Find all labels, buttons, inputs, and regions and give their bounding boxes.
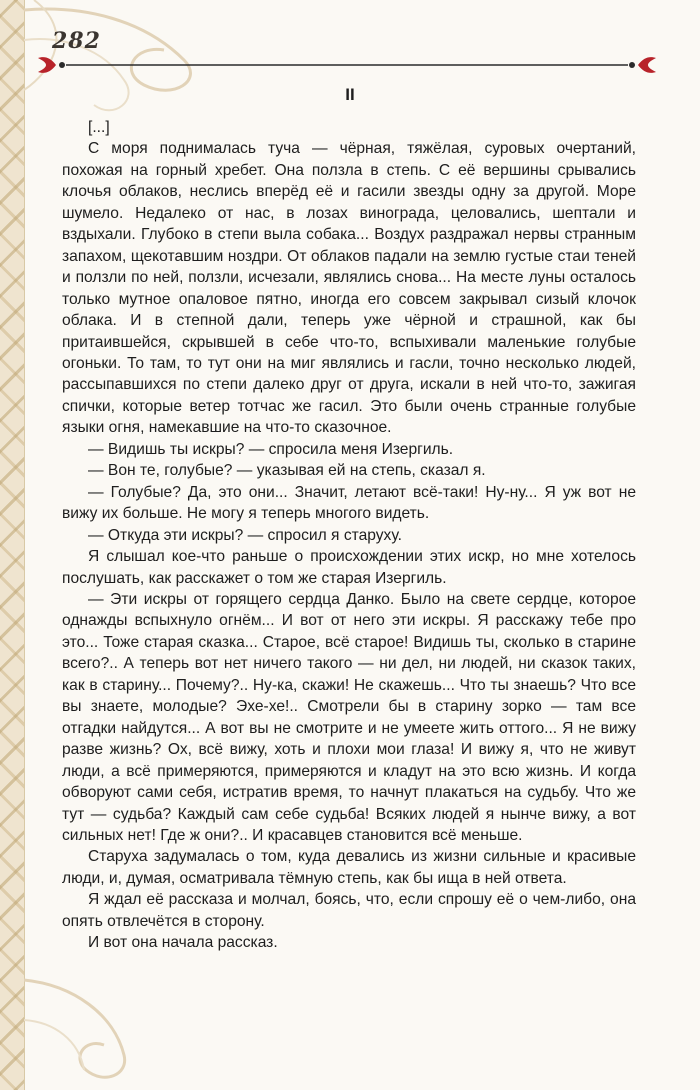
story-text	[62, 117, 636, 954]
paragraph: — Видишь ты искры? — спросила меня Изергиль.	[88, 440, 454, 458]
paragraph: Я слышал кое-что раньше о происхождении этих искр, но мне хотелось послушать, как расскажет о том же старая Изергиль.	[62, 548, 636, 587]
paragraph: — Голубые? Да, это они... Значит, летают всё-таки! Ну-ну... Я уж вот не вижу их больше. Не могу я теперь многого видеть.	[62, 483, 636, 523]
ornamental-border	[0, 0, 25, 1090]
paragraph: С моря поднималась туча — чёрная, тяжёлая, суровых очертаний, похожая на горный хребет. Она ползла в степь. С её вершины срывались клочья облаков, неслись вперёд её и гасили звезды одну за другой. Море шумело. Недалеко от нас, в лозах винограда, целовались, шептали и вздыхали. Глубоко в степи выла собака... Воздух раздражал нервы странным запахом, щекотавшим ноздри. От облаков падали на землю густые стаи теней и ползли по ней, ползли, исчезали, являлись снова... На месте луны осталось только мутное опаловое пятно, иногда его совсем закрывал сизый клочок облака. И в степной дали, теперь уже чёрной и страшной, как бы притаившейся, скрывшей в себе что-то, вспыхивали маленькие голубые огоньки. То там, то тут они на миг являлись и гасли, точно несколько людей, рассыпавшихся по степи далеко друг от друга, искали в ней что-то, зажигая спички, которые ветер тотчас же гасил. Это были очень странные голубые языки огня, намекавшие на что-то сказочное.	[62, 140, 636, 437]
page-number: 282	[52, 28, 101, 54]
paragraph: — Вон те, голубые? — указывая ей на степь, сказал я.	[88, 462, 486, 480]
paragraph: И вот она начала рассказ.	[88, 934, 278, 952]
paragraph: [...]	[88, 119, 110, 136]
paragraph: Я ждал её рассказа и молчал, боясь, что, если спрошу её о чем-либо, она опять отвлечётся в сторону.	[62, 891, 636, 930]
paragraph: — Откуда эти искры? — спросил я старуху.	[88, 526, 402, 544]
chapter-heading: II	[345, 85, 355, 104]
header-ornamental-rule	[36, 52, 658, 78]
decorative-swirl-bottom	[24, 960, 184, 1090]
paragraph: Старуха задумалась о том, куда девались из жизни сильные и красивые люди, и, думая, осматривала тёмную степь, как бы ища в ней ответа.	[62, 848, 636, 887]
paragraph: — Эти искры от горящего сердца Данко. Было на свете сердце, которое однажды вспыхнуло огнём... И вот от него эти искры. Я расскажу тебе про это... Тоже старая сказка... Старое, всё старое! Видишь ты, сколько в старине всего?.. А теперь вот нет ничего такого — ни дел, ни людей, ни сказок таких, как в старину... Почему?.. Ну-ка, скажи! Не скажешь... Что ты знаешь? Что все вы знаете, молодые? Эхе-хе!.. Смотрели бы в старину зорко — там все отгадки найдутся... А вот вы не смотрите и не умеете жить оттого... Я не вижу разве жизнь? Ох, всё вижу, хоть и плохи мои глаза! И вижу я, что не живут люди, а всё примеряются, примеряются и кладут на это всю жизнь. И когда обворуют сами себя, истратив время, то начнут плакаться на судьбу. Что же тут — судьба? Каждый сам себе судьба! Всяких людей я нынче вижу, а вот сильных нет! Где ж они?.. И красавцев становится всё меньше.	[62, 590, 636, 844]
